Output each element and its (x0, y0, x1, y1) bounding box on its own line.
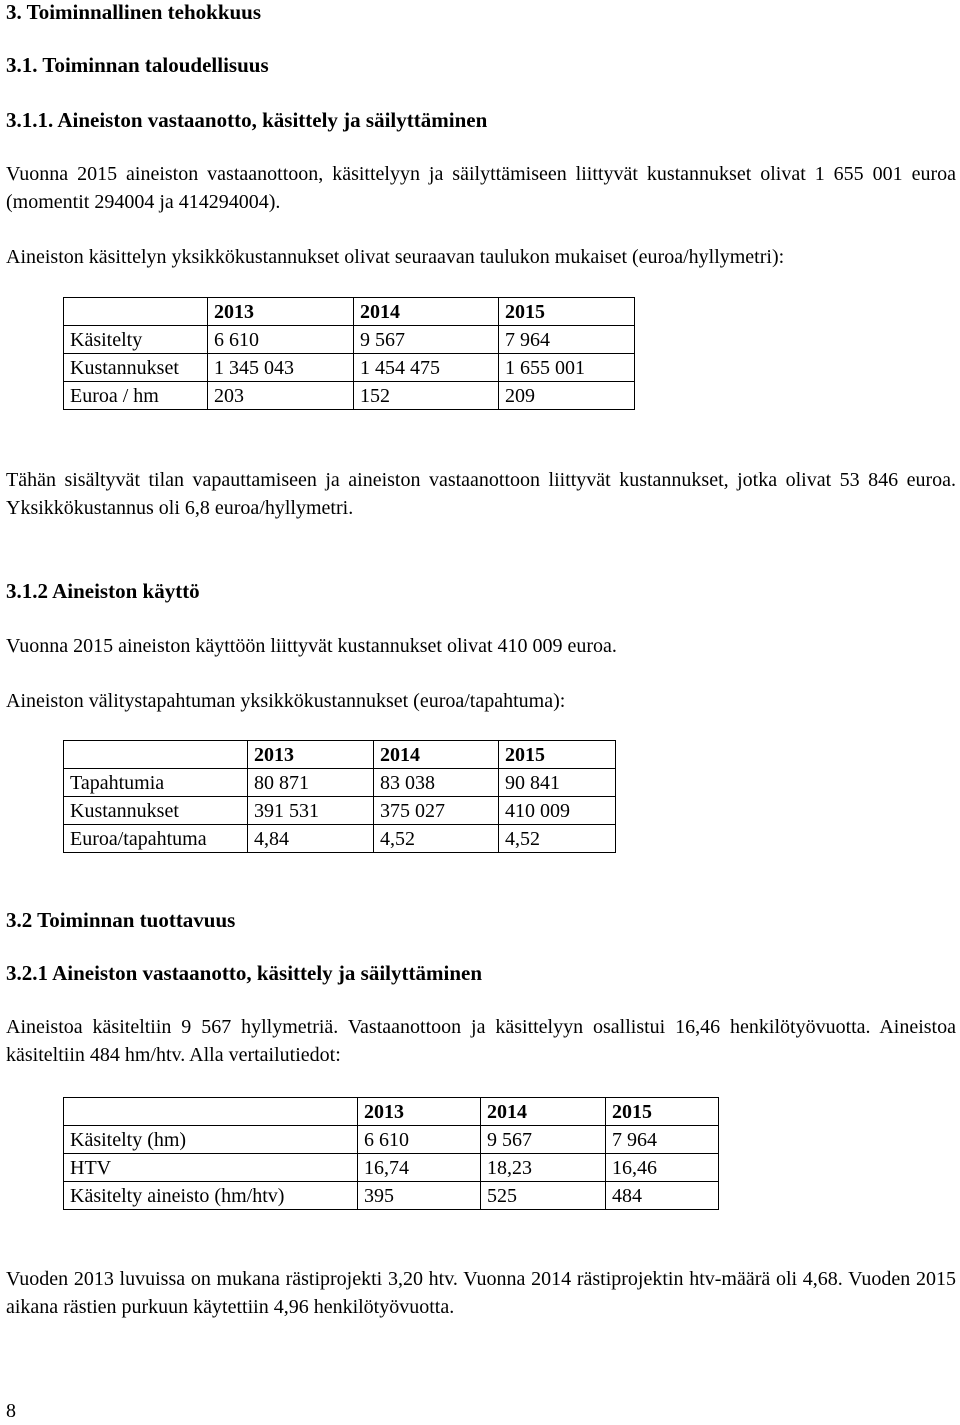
heading-section-3-1: 3.1. Toiminnan taloudellisuus (6, 53, 269, 77)
table-cell: 18,23 (481, 1154, 606, 1182)
table-cell: 375 027 (374, 797, 499, 825)
table-cell: 1 454 475 (354, 354, 499, 382)
table-cell: 484 (606, 1182, 719, 1210)
unit-cost-table (63, 297, 635, 410)
table-header-row (64, 298, 635, 326)
table-cell: 6 610 (358, 1126, 481, 1154)
table-cell: 2013 (208, 298, 354, 326)
table-row (64, 382, 635, 410)
table-cell: 2015 (606, 1098, 719, 1126)
table-cell: 4,84 (248, 825, 374, 853)
table-cell: Käsitelty aineisto (hm/htv) (64, 1182, 358, 1210)
table-cell: 395 (358, 1182, 481, 1210)
table-header-row (64, 741, 616, 769)
table-row (64, 326, 635, 354)
table-row (64, 1154, 719, 1182)
table-cell: 83 038 (374, 769, 499, 797)
table-cell: 90 841 (499, 769, 616, 797)
paragraph-backlog-project: Vuoden 2013 luvuissa on mukana rästiprojekti 3,20 htv. Vuonna 2014 rästiprojektin htv-määrä oli 4,68. Vuoden 2015 aikana rästien purkuun käytettiin 4,96 henkilötyövuotta. (6, 1268, 956, 1318)
table-cell: Euroa/tapahtuma (64, 825, 248, 853)
heading-section-3-2-1: 3.2.1 Aineiston vastaanotto, käsittely ja säilyttäminen (6, 961, 483, 985)
table-cell: 1 345 043 (208, 354, 354, 382)
comparison-table (63, 1097, 719, 1210)
table-cell: 6 610 (208, 326, 354, 354)
transaction-cost-table (63, 740, 616, 853)
heading-section-3-1-1: 3.1.1. Aineiston vastaanotto, käsittely ja säilyttäminen (6, 108, 488, 132)
paragraph-included-costs: Tähän sisältyvät tilan vapauttamiseen ja aineiston vastaanottoon liittyvät kustannukset, jotka olivat 53 846 euroa. Yksikkökustannus oli 6,8 euroa/hyllymetri. (6, 469, 956, 519)
table-cell: Tapahtumia (64, 769, 248, 797)
table-cell: 7 964 (606, 1126, 719, 1154)
paragraph-transaction-costs-intro: Aineiston välitystapahtuman yksikkökustannukset (euroa/tapahtuma): (6, 690, 566, 712)
table-cell: 525 (481, 1182, 606, 1210)
table-cell: 2013 (358, 1098, 481, 1126)
table-row (64, 1182, 719, 1210)
table-cell: 2014 (374, 741, 499, 769)
paragraph-usage-costs: Vuonna 2015 aineiston käyttöön liittyvät kustannukset olivat 410 009 euroa. (6, 635, 617, 657)
table-row (64, 825, 616, 853)
table-cell: 410 009 (499, 797, 616, 825)
paragraph-productivity: Aineistoa käsiteltiin 9 567 hyllymetriä. Vastaanottoon ja käsittelyyn osallistui 16,46 henkilötyövuotta. Aineistoa käsiteltiin 484 hm/htv. Alla vertailutiedot: (6, 1016, 956, 1066)
table-header-row (64, 1098, 719, 1126)
table-row (64, 797, 616, 825)
table-cell: 1 655 001 (499, 354, 635, 382)
table-cell: 80 871 (248, 769, 374, 797)
paragraph-unit-costs-intro: Aineiston käsittelyn yksikkökustannukset olivat seuraavan taulukon mukaiset (euroa/hyllymetri): (6, 246, 785, 268)
table-cell: 2013 (248, 741, 374, 769)
table-cell: 16,74 (358, 1154, 481, 1182)
table-row (64, 769, 616, 797)
table-cell: 203 (208, 382, 354, 410)
table-cell: 2014 (481, 1098, 606, 1126)
heading-section-3-2: 3.2 Toiminnan tuottavuus (6, 908, 236, 932)
table-cell: 2015 (499, 298, 635, 326)
table-cell: Euroa / hm (64, 382, 208, 410)
table-cell: Käsitelty (64, 326, 208, 354)
table-cell: 4,52 (374, 825, 499, 853)
table-cell: 391 531 (248, 797, 374, 825)
table-cell: 2015 (499, 741, 616, 769)
table-cell: Käsitelty (hm) (64, 1126, 358, 1154)
table-cell: 209 (499, 382, 635, 410)
heading-section-3-1-2: 3.1.2 Aineiston käyttö (6, 579, 200, 603)
table-cell: Kustannukset (64, 797, 248, 825)
table-cell: Kustannukset (64, 354, 208, 382)
table-row (64, 354, 635, 382)
table-cell: 4,52 (499, 825, 616, 853)
table-row (64, 1126, 719, 1154)
paragraph-costs-2015: Vuonna 2015 aineiston vastaanottoon, käsittelyyn ja säilyttämiseen liittyvät kustannukset olivat 1 655 001 euroa (momentit 294004 ja 414294004). (6, 163, 956, 213)
table-cell: 9 567 (481, 1126, 606, 1154)
table-cell: 2014 (354, 298, 499, 326)
table-cell: HTV (64, 1154, 358, 1182)
page-number: 8 (6, 1400, 16, 1422)
table-cell: 9 567 (354, 326, 499, 354)
table-cell: 16,46 (606, 1154, 719, 1182)
table-cell: 7 964 (499, 326, 635, 354)
heading-section-3: 3. Toiminnallinen tehokkuus (6, 0, 262, 24)
table-cell: 152 (354, 382, 499, 410)
